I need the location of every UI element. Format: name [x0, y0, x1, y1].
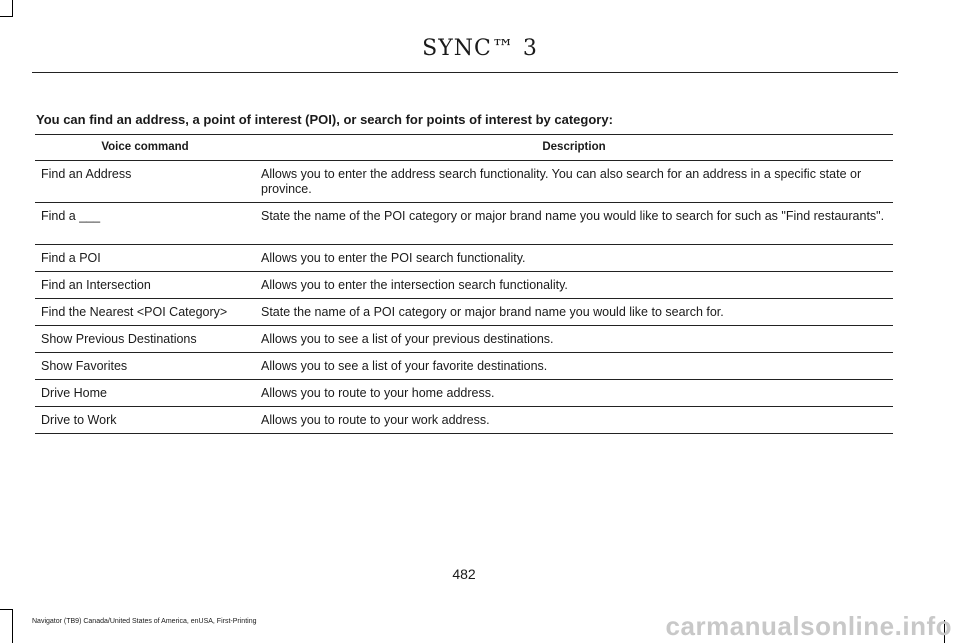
footer-text: Navigator (TB9) Canada/United States of America, enUSA, First-Printing: [32, 618, 257, 625]
table-row: [35, 161, 893, 203]
column-header-description: Description: [255, 135, 893, 161]
voice-command-cell: Show Previous Destinations: [35, 326, 255, 353]
voice-command-cell: Find the Nearest <POI Category>: [35, 299, 255, 326]
crop-mark-top-left-v: [12, 0, 13, 16]
crop-mark-bottom-left-h: [0, 609, 13, 610]
description-cell: Allows you to see a list of your favorite destinations.: [255, 353, 893, 380]
description-cell: Allows you to see a list of your previous destinations.: [255, 326, 893, 353]
header-divider: [32, 72, 898, 73]
voice-command-cell: Drive to Work: [35, 407, 255, 434]
table-row: [35, 326, 893, 353]
voice-command-cell: Find a POI: [35, 245, 255, 272]
table-row: [35, 203, 893, 245]
page-number: 482: [452, 566, 476, 582]
description-cell: Allows you to route to your home address.: [255, 380, 893, 407]
voice-command-cell: Find an Address: [35, 161, 255, 203]
table-row: [35, 299, 893, 326]
table-row: [35, 407, 893, 434]
table-row: [35, 380, 893, 407]
table-row: [35, 272, 893, 299]
crop-mark-top-left-h: [0, 16, 13, 17]
voice-command-table: [35, 134, 893, 434]
description-cell: Allows you to enter the address search functionality. You can also search for an address in a specific state or province.: [255, 161, 893, 203]
intro-text: You can find an address, a point of interest (POI), or search for points of interest by category:: [36, 112, 613, 127]
table-header-row: [35, 135, 893, 161]
description-cell: State the name of a POI category or major brand name you would like to search for.: [255, 299, 893, 326]
description-cell: Allows you to enter the intersection search functionality.: [255, 272, 893, 299]
description-cell: Allows you to enter the POI search functionality.: [255, 245, 893, 272]
crop-mark-bottom-left-v: [12, 609, 13, 643]
voice-command-cell: Find a ___: [35, 203, 255, 245]
voice-command-cell: Show Favorites: [35, 353, 255, 380]
watermark-logo[interactable]: carmanualsonline.info: [665, 611, 952, 641]
voice-command-cell: Drive Home: [35, 380, 255, 407]
description-cell: State the name of the POI category or major brand name you would like to search for such as "Find restaurants".: [255, 203, 893, 245]
table-row: [35, 353, 893, 380]
page-header-title: SYNC™ 3: [422, 36, 538, 61]
column-header-voice-command: Voice command: [35, 135, 255, 161]
voice-command-cell: Find an Intersection: [35, 272, 255, 299]
description-cell: Allows you to route to your work address.: [255, 407, 893, 434]
table-row: [35, 245, 893, 272]
